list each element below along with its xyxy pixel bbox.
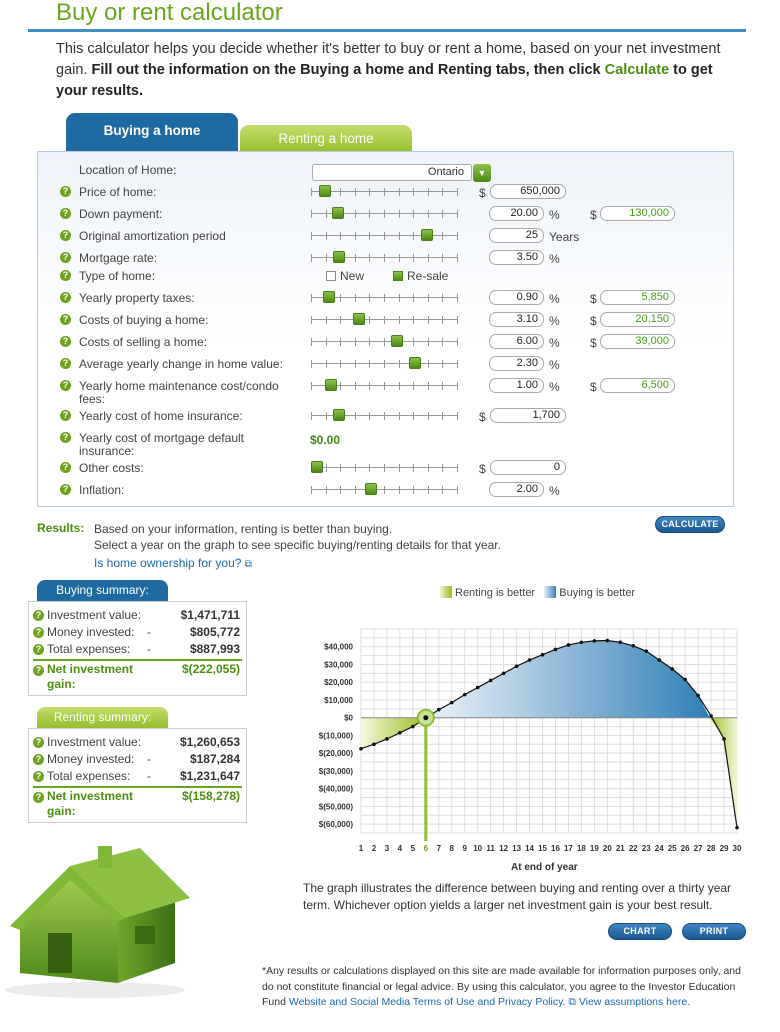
- help-icon[interactable]: ?: [60, 432, 71, 443]
- x-tick-label[interactable]: 22: [628, 844, 638, 853]
- summary-row-label: Investment value:: [47, 735, 142, 749]
- x-tick-label[interactable]: 27: [693, 844, 703, 853]
- chart-button[interactable]: CHART: [608, 923, 672, 940]
- renting-summary-header: Renting summary:: [37, 707, 168, 728]
- summary-row-label: Investment value:: [47, 608, 142, 622]
- form-row-label: Yearly cost of home insurance:: [79, 409, 243, 423]
- percent-unit: %: [549, 336, 560, 350]
- form-row-label: Other costs:: [79, 461, 144, 475]
- x-tick-label[interactable]: 10: [473, 844, 483, 853]
- form-row-label: Down payment:: [79, 207, 163, 221]
- results-line-1: Based on your information, renting is better than buying.: [94, 522, 393, 536]
- x-tick-label[interactable]: 23: [641, 844, 651, 853]
- data-point[interactable]: [683, 678, 687, 682]
- percent-unit: %: [549, 484, 560, 498]
- help-icon[interactable]: ?: [33, 665, 44, 676]
- x-tick-label[interactable]: 19: [589, 844, 599, 853]
- data-point[interactable]: [385, 737, 389, 741]
- data-point[interactable]: [606, 639, 610, 643]
- summary-row-operator: -: [147, 625, 151, 639]
- help-icon[interactable]: ?: [33, 771, 44, 782]
- x-tick-label[interactable]: 30: [732, 844, 742, 853]
- data-point[interactable]: [644, 649, 648, 653]
- dollar-unit: $: [479, 410, 486, 424]
- data-point[interactable]: [489, 679, 493, 683]
- amount-output: 5,850: [600, 290, 675, 305]
- data-point[interactable]: [450, 701, 454, 705]
- help-icon[interactable]: ?: [33, 754, 44, 765]
- dollar-unit: $: [590, 380, 597, 394]
- help-icon[interactable]: ?: [60, 410, 71, 421]
- percent-input[interactable]: 6.00: [489, 334, 544, 349]
- summary-row-value: $1,471,711: [180, 608, 240, 622]
- help-icon[interactable]: ?: [33, 644, 44, 655]
- help-icon[interactable]: ?: [60, 314, 71, 325]
- summary-row-operator: -: [147, 752, 151, 766]
- summary-row-value: $1,231,647: [179, 769, 240, 783]
- summary-row-value: $887,993: [189, 642, 240, 656]
- x-tick-label[interactable]: 24: [654, 844, 664, 853]
- dollar-unit: $: [479, 462, 486, 476]
- form-row-label: Average yearly change in home value:: [79, 357, 283, 371]
- value-slider[interactable]: [311, 188, 458, 196]
- years-input[interactable]: 25: [489, 228, 544, 243]
- calculate-button[interactable]: CALCULATE: [655, 516, 725, 533]
- form-row-label: Yearly property taxes:: [79, 291, 195, 305]
- value-slider[interactable]: [311, 254, 458, 262]
- data-point[interactable]: [528, 658, 532, 662]
- buying-legend-swatch: [544, 586, 556, 598]
- slider-handle[interactable]: [325, 379, 337, 391]
- data-point[interactable]: [722, 737, 726, 741]
- home-ownership-link-text[interactable]: Is home ownership for you?: [94, 556, 242, 570]
- chevron-down-icon[interactable]: ▼: [473, 164, 491, 182]
- x-tick-label[interactable]: 18: [576, 844, 586, 853]
- dollar-unit: $: [590, 314, 597, 328]
- summary-row-operator: -: [147, 769, 151, 783]
- percent-unit: %: [549, 358, 560, 372]
- slider-handle[interactable]: [311, 461, 323, 473]
- x-tick-label[interactable]: 20: [602, 844, 612, 853]
- page-title: Buy or rent calculator: [56, 0, 283, 26]
- dollar-input[interactable]: 0: [490, 460, 566, 475]
- x-tick-label[interactable]: 1: [358, 844, 364, 853]
- tab-renting-a-home[interactable]: Renting a home: [240, 125, 412, 153]
- x-tick-label[interactable]: 3: [384, 844, 390, 853]
- years-unit: Years: [549, 230, 580, 244]
- data-point[interactable]: [411, 725, 415, 729]
- value-slider[interactable]: [311, 294, 458, 302]
- data-point[interactable]: [437, 708, 441, 712]
- mortgage-insurance-label: Yearly cost of mortgage default insurance:: [79, 431, 244, 458]
- slider-handle[interactable]: [353, 313, 365, 325]
- buying-legend-label: Buying is better: [559, 587, 636, 599]
- slider-handle[interactable]: [421, 229, 433, 241]
- data-point[interactable]: [696, 694, 700, 698]
- help-icon[interactable]: ?: [60, 462, 71, 473]
- x-tick-label[interactable]: 4: [397, 844, 403, 853]
- location-label: Location of Home:: [79, 163, 177, 177]
- percent-input[interactable]: 20.00: [489, 206, 544, 221]
- dollar-input[interactable]: 1,700: [490, 408, 566, 423]
- mortgage-insurance-value: $0.00: [310, 433, 341, 447]
- x-tick-label[interactable]: 26: [680, 844, 690, 853]
- renting-legend-swatch: [440, 586, 452, 598]
- intro-bold: Fill out the information on the Buying a home and Renting tabs, then click: [91, 62, 601, 78]
- dollar-input[interactable]: 650,000: [490, 184, 566, 199]
- help-icon[interactable]: ?: [60, 292, 71, 303]
- y-tick-label: $(40,000): [318, 784, 353, 794]
- data-point[interactable]: [735, 826, 739, 830]
- intro-text-1: This calculator helps you decide whether it's better to buy or rent a home, based on your net investment gain.: [56, 41, 721, 78]
- slider-handle[interactable]: [333, 251, 345, 263]
- y-tick-label: $40,000: [324, 642, 353, 652]
- data-point[interactable]: [398, 731, 402, 735]
- resale-option-label: Re-sale: [407, 269, 449, 283]
- dollar-unit: $: [479, 186, 486, 200]
- dollar-unit: $: [590, 336, 597, 350]
- y-tick-label: $10,000: [324, 695, 353, 705]
- resale-checkbox[interactable]: [393, 271, 403, 281]
- dollar-unit: $: [590, 208, 597, 222]
- y-tick-label: $(20,000): [318, 749, 353, 759]
- value-slider[interactable]: [311, 232, 458, 240]
- x-tick-label[interactable]: 28: [706, 844, 716, 853]
- percent-unit: %: [549, 314, 560, 328]
- type-of-home-label: Type of home:: [79, 269, 156, 283]
- summary-row-value: $805,772: [189, 625, 240, 639]
- help-icon[interactable]: ?: [33, 792, 44, 803]
- form-row-label: Costs of selling a home:: [79, 335, 208, 349]
- value-slider[interactable]: [311, 382, 458, 390]
- form-row-label: Yearly home maintenance cost/condo fees:: [79, 379, 279, 406]
- help-icon[interactable]: ?: [33, 737, 44, 748]
- x-tick-label[interactable]: 6: [423, 844, 429, 853]
- value-slider[interactable]: [311, 486, 458, 494]
- x-tick-label[interactable]: 16: [551, 844, 560, 853]
- summary-row-value: $187,284: [189, 752, 240, 766]
- data-point[interactable]: [619, 641, 623, 645]
- grass-house-image: [0, 838, 225, 998]
- net-gain-label: Net investment gain:: [47, 789, 134, 818]
- y-tick-label: $0: [344, 713, 353, 723]
- renting-summary-box: [28, 728, 247, 823]
- results-text: [94, 521, 501, 553]
- summary-row-operator: -: [147, 642, 151, 656]
- percent-unit: %: [549, 208, 560, 222]
- x-tick-label[interactable]: 2: [371, 844, 377, 853]
- summary-row-value: $1,260,653: [179, 735, 240, 749]
- percent-input[interactable]: 0.90: [489, 290, 544, 305]
- percent-unit: %: [549, 252, 560, 266]
- x-tick-label[interactable]: 14: [525, 844, 535, 853]
- value-slider[interactable]: [311, 210, 458, 218]
- help-icon[interactable]: ?: [60, 270, 71, 281]
- title-divider: [28, 29, 746, 32]
- slider-handle[interactable]: [333, 409, 345, 421]
- data-point[interactable]: [541, 653, 545, 657]
- buying-summary-header: Buying summary:: [37, 580, 168, 601]
- form-row-label: Inflation:: [79, 483, 125, 497]
- help-icon[interactable]: ?: [60, 380, 71, 391]
- net-gain-label: Net investment gain:: [47, 662, 134, 691]
- intro-calculate-link[interactable]: Calculate: [604, 62, 670, 78]
- help-icon[interactable]: ?: [60, 252, 71, 263]
- x-tick-label[interactable]: 21: [615, 844, 625, 853]
- help-icon[interactable]: ?: [60, 208, 71, 219]
- x-tick-label[interactable]: 13: [512, 844, 522, 853]
- results-line-2: Select a year on the graph to see specific buying/renting details for that year.: [94, 538, 501, 552]
- data-point[interactable]: [567, 643, 571, 647]
- percent-input[interactable]: 3.50: [489, 250, 544, 265]
- slider-handle[interactable]: [319, 185, 331, 197]
- form-row-label: Original amortization period: [79, 229, 226, 243]
- help-icon[interactable]: ?: [60, 358, 71, 369]
- x-tick-label[interactable]: 7: [436, 844, 442, 853]
- amount-output: 6,500: [600, 378, 675, 393]
- value-slider[interactable]: [311, 316, 458, 324]
- x-axis-label: At end of year: [511, 862, 578, 873]
- external-link-icon: ⧉: [244, 559, 252, 570]
- assumptions-link[interactable]: View assumptions here.: [578, 996, 691, 1008]
- tab-buying-a-home[interactable]: Buying a home: [66, 113, 238, 153]
- data-point[interactable]: [580, 641, 584, 645]
- disclaimer-text: *Any results or calculations displayed on this site are made available for information purposes only, and do not constitute financial or legal advice. By using this calculator, you agree to the Investor Education Fund: [262, 965, 741, 1008]
- print-button[interactable]: PRINT: [682, 923, 746, 940]
- y-tick-label: $20,000: [324, 678, 353, 688]
- dollar-unit: $: [590, 292, 597, 306]
- amount-output: 20,150: [600, 312, 675, 327]
- y-tick-label: $(30,000): [318, 766, 353, 776]
- data-point[interactable]: [593, 639, 597, 643]
- percent-unit: %: [549, 380, 560, 394]
- x-tick-label[interactable]: 11: [486, 844, 495, 853]
- home-ownership-link[interactable]: [94, 556, 252, 570]
- new-option-label: New: [340, 269, 365, 283]
- new-checkbox[interactable]: [326, 271, 336, 281]
- y-tick-label: $(10,000): [318, 731, 353, 741]
- form-row-label: Mortgage rate:: [79, 251, 158, 265]
- external-link-icon: ⧉: [568, 996, 576, 1008]
- data-point[interactable]: [476, 686, 480, 690]
- percent-input[interactable]: 2.30: [489, 356, 544, 371]
- chart-note: The graph illustrates the difference between buying and renting over a thirty year term. Whichever option yields a larger net investment gain is your best result.: [303, 881, 732, 912]
- summary-row-label: Total expenses:: [47, 642, 131, 656]
- net-gain-value: $(222,055): [181, 662, 240, 676]
- x-tick-label[interactable]: 15: [538, 844, 547, 853]
- summary-row-label: Total expenses:: [47, 769, 131, 783]
- y-tick-label: $30,000: [324, 660, 353, 670]
- data-point[interactable]: [657, 658, 661, 662]
- help-icon[interactable]: ?: [60, 186, 71, 197]
- data-point[interactable]: [709, 714, 713, 718]
- summary-divider: [33, 786, 242, 788]
- chart-legend: [440, 586, 635, 599]
- renting-legend-label: Renting is better: [455, 587, 536, 599]
- value-slider[interactable]: [311, 412, 458, 420]
- x-tick-label[interactable]: 9: [462, 844, 467, 853]
- terms-link[interactable]: Website and Social Media Terms of Use and Privacy Policy.: [288, 996, 566, 1008]
- x-tick-label[interactable]: 5: [410, 844, 416, 853]
- help-icon[interactable]: ?: [60, 484, 71, 495]
- x-tick-label[interactable]: 29: [719, 844, 729, 853]
- help-icon[interactable]: ?: [33, 610, 44, 621]
- y-tick-label: $(50,000): [318, 802, 353, 812]
- value-slider[interactable]: [311, 338, 458, 346]
- x-tick-label[interactable]: 25: [667, 844, 677, 853]
- summary-divider: [33, 659, 242, 661]
- y-tick-label: $(60,000): [318, 820, 353, 830]
- slider-handle[interactable]: [409, 357, 421, 369]
- data-point[interactable]: [670, 667, 674, 671]
- location-select[interactable]: Ontario: [312, 164, 472, 181]
- x-tick-label[interactable]: 12: [499, 844, 509, 853]
- slider-handle[interactable]: [332, 207, 344, 219]
- data-point[interactable]: [502, 672, 506, 676]
- disclaimer: [262, 964, 742, 1011]
- percent-input[interactable]: 2.00: [489, 482, 544, 497]
- form-row-label: Price of home:: [79, 185, 157, 199]
- selected-point: [423, 715, 428, 720]
- buy-vs-rent-chart[interactable]: [300, 620, 750, 880]
- intro-text: [56, 39, 736, 102]
- form-row-label: Costs of buying a home:: [79, 313, 209, 327]
- amount-output: 39,000: [600, 334, 675, 349]
- slider-handle[interactable]: [391, 335, 403, 347]
- percent-unit: %: [549, 292, 560, 306]
- slider-handle[interactable]: [323, 291, 335, 303]
- help-icon[interactable]: ?: [60, 336, 71, 347]
- x-tick-label[interactable]: 8: [449, 844, 454, 853]
- summary-row-label: Money invested:: [47, 752, 135, 766]
- data-point[interactable]: [463, 693, 467, 697]
- data-point[interactable]: [554, 648, 558, 652]
- slider-handle[interactable]: [365, 483, 377, 495]
- percent-input[interactable]: 1.00: [489, 378, 544, 393]
- buying-summary-box: [28, 601, 247, 696]
- help-icon[interactable]: ?: [33, 627, 44, 638]
- amount-output: 130,000: [600, 206, 675, 221]
- results-label: Results:: [37, 521, 85, 535]
- data-point[interactable]: [372, 743, 376, 747]
- help-icon[interactable]: ?: [60, 230, 71, 241]
- data-point[interactable]: [515, 664, 519, 668]
- percent-input[interactable]: 3.10: [489, 312, 544, 327]
- summary-row-label: Money invested:: [47, 625, 135, 639]
- x-tick-label[interactable]: 17: [563, 844, 573, 853]
- data-point[interactable]: [359, 747, 363, 751]
- intro-end: to get your results.: [56, 62, 713, 99]
- value-slider[interactable]: [311, 464, 458, 472]
- data-point[interactable]: [631, 644, 635, 648]
- net-gain-value: $(158,278): [181, 789, 240, 803]
- value-slider[interactable]: [311, 360, 458, 368]
